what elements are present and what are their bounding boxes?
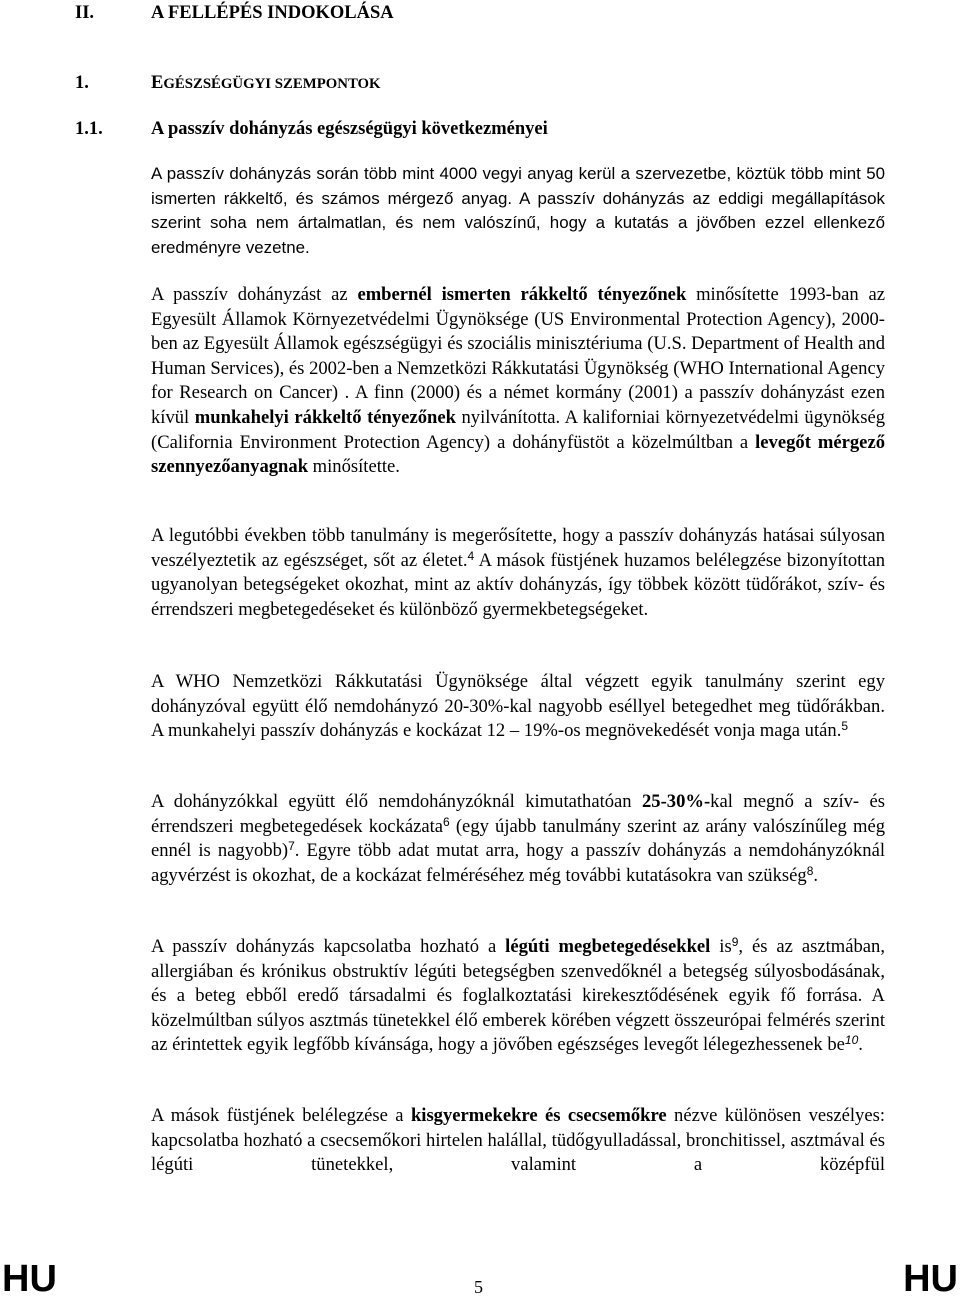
section-heading [75,2,394,24]
paragraph-7: A mások füstjének belélegzése a kisgyermekekre és csecsemőkre nézve különösen veszélyes: kapcsolatba hozható a csecsemőkori hirtelen halállal, tüdőgyulladással, bronchitissel, asztmával és légúti tünetekkel, valamint a középfül [151,1105,885,1176]
footnote-ref: 4 [467,548,475,563]
footnote-ref: 10 [844,1033,859,1048]
footnote-ref: 6 [443,814,450,829]
emphasis: 25-30%- [642,791,711,812]
subsubsection-heading [75,118,548,140]
subsubsection-title: A passzív dohányzás egészségügyi következményei [151,119,548,139]
paragraph-5: A dohányzókkal együtt élő nemdohányzóknál kimutathatóan 25-30%-kal megnő a szív- és érrendszeri megbetegedések kockázata$^6$ (egy újabb tanulmány szerint az arány valószínűleg még ennél is nagyobb)$^7$. Egyre több adat mutat arra, hogy a passzív dohányzás a nemdohányzóknál agyvérzést is okozhat, de a kockázat felméréséhez még további kutatásokra van szükség$^8$. [151,791,885,886]
emphasis: embernél ismerten rákkeltő tényezőnek [357,284,687,305]
subsubsection-number: 1.1. [75,119,103,139]
subsection-title: EGÉSZSÉGÜGYI SZEMPONTOK [151,73,381,93]
page-number: 5 [474,1277,483,1297]
paragraph-3: A legutóbbi években több tanulmány is megerősítette, hogy a passzív dohányzás hatásai súlyosan veszélyeztetik az egészséget, sőt az életet.$^4$ A mások füstjének huzamos belélegzése bizonyítottan ugyanolyan betegségeket okozhat, mint az aktív dohányzás, így többek között tüdőrákot, szív- és érrendszeri megbetegedéseket és különböző gyermekbetegségeket. [151,525,885,620]
section-number: II. [75,3,95,23]
subsection-number: 1. [75,73,89,93]
emphasis: kisgyermekekre és csecsemőkre [410,1105,667,1126]
emphasis: légúti megbetegedésekkel [505,936,711,957]
section-title: A FELLÉPÉS INDOKOLÁSA [151,3,394,23]
paragraph-4: A WHO Nemzetközi Rákkutatási Ügynöksége által végzett egyik tanulmány szerint egy dohányzóval együtt élő nemdohányzó 20-30%-kal nagyobb eséllyel betegedhet meg tüdőrákban. A munkahelyi passzív dohányzás e kockázat 12 – 19%-os megnövekedését vonja maga után.$^5$ [151,671,885,742]
paragraph-2: A passzív dohányzást az embernél ismerten rákkeltő tényezőnek minősítette 1993-ban az Egyesült Államok Környezetvédelmi Ügynöksége (US Environmental Protection Agency), 2000-ben az Egyesült Államok egészségügyi és szociális minisztériuma (U.S. Department of Health and Human Services), és 2002-ben a Nemzetközi Rákkutatási Ügynökség (WHO International Agency for Research on Cancer) . A finn (2000) és a német kormány (2001) a passzív dohányzást ezen kívül munkahelyi rákkeltő tényezőnek nyilvánította. A kaliforniai környezetvédelmi ügynökség (California Environment Protection Agency) a dohányfüstöt a közelmúltban a levegőt mérgező szennyezőanyagnak minősítette. [151,284,885,478]
emphasis: levegőt mérgező szennyezőanyagnak [151,431,885,478]
emphasis: munkahelyi rákkeltő tényezőnek [194,406,456,428]
footnote-ref: 5 [841,719,849,734]
footnote-ref: 9 [731,935,739,949]
footer-language-code-left: HU [2,1258,57,1300]
paragraph-6: A passzív dohányzás kapcsolatba hozható a légúti megbetegedésekkel $is^9$, és az asztmában, allergiában és krónikus obstruktív légúti betegségben szenvedőknél a betegség súlyosbodásának, és a beteg ebből eredő társadalmi és foglalkoztatási kirekesztődésének egyik fő forrása. A közelmúltban súlyos asztmás tünetekkel élő emberek körében végzett összeurópai felmérés szerint az érintettek egyik legfőbb kívánsága, hogy a jövőben egészséges levegőt lélegezhessenek $be^{10}$. [151,935,885,1056]
footer-language-code-right: HU [903,1258,958,1300]
footnote-ref: 7 [288,839,295,854]
subsection-heading [75,72,381,94]
footnote-ref: 8 [806,863,814,878]
paragraph-1: A passzív dohányzás során több mint 4000 vegyi anyag kerül a szervezetbe, köztük több mint 50 ismerten rákkeltő, és számos mérgező anyag. A passzív dohányzás az eddigi megállapítások szerint soha nem ártalmatlan, és nem valószínű, hogy a kutatás a jövőben ezzel ellenkező eredményre vezetne. [151,164,885,257]
